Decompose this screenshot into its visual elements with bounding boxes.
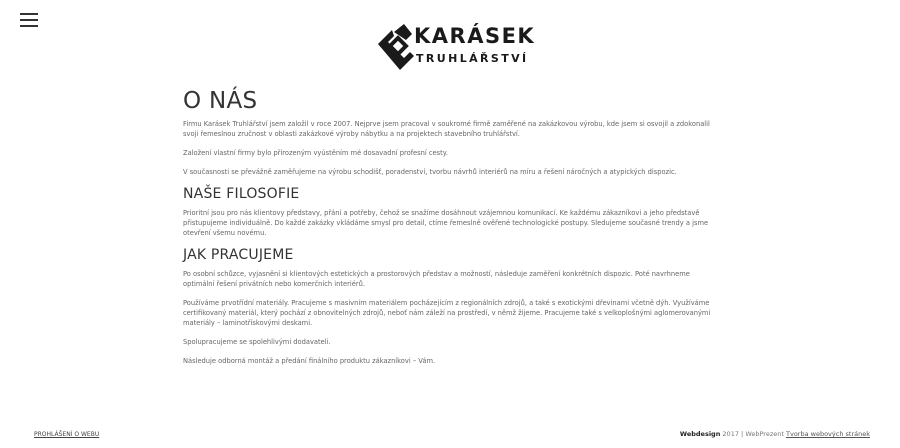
footer-year: 2017 (722, 430, 739, 438)
process-paragraph-3: Spolupracujeme se spolehlivými dodavateli. (183, 338, 331, 346)
logo[interactable] (376, 22, 536, 80)
webdesign-link[interactable]: Tvorba webových stránek (786, 430, 870, 438)
process-paragraph-2: Používáme prvotřídní materiály. Pracujeme s masivním materiálem pocházejícím z regionálních zdrojů, a také s exotickými dřevinami včetně dýh. Využíváme certifikovaný materiál, který pochází z obnovitelných zdrojů, neboť nám záleží na prostředí, v němž žijeme. Pracujeme také s velkoplošnými aglomerovanými materiály – laminotřískovými deskami. (183, 299, 711, 327)
site-disclaimer-link[interactable]: PROHLÁŠENÍ O WEBU (34, 431, 100, 438)
menu-line (20, 19, 38, 21)
about-paragraph-3: V současnosti se převážně zaměřujeme na výrobu schodišť, poradenství, tvorbu návrhů interiérů na míru a řešení náročných a atypických dispozic. (183, 168, 677, 176)
dovetail-joint-icon (376, 22, 416, 74)
main-content (183, 88, 718, 375)
menu-line (20, 25, 38, 27)
footer-credit-name: WebPrezent (745, 430, 784, 438)
hamburger-icon[interactable] (20, 13, 38, 27)
logo-name: KARÁSEK (414, 24, 536, 48)
about-paragraph-1: Firmu Karásek Truhlářství jsem založil v roce 2007. Nejprve jsem pracoval v soukromé firmě zaměřené na zakázkovou výrobu, kde jsem si osvojil a zdokonalil svoji řemeslnou zručnost v oblasti zakázkové výroby nábytku a na projektech stavebního truhlářství. (183, 120, 710, 138)
philosophy-paragraph-1: Prioritní jsou pro nás klientovy představy, přání a potřeby, čehož se snažíme dosáhnout vzájemnou komunikací. Ke každému zákazníkovi a jeho představě přistupujeme individuálně. Do každé zakázky vkládáme smysl pro detail, ctíme řemeslně ověřené technologické postupy. Sledujeme současné trendy a jsme otevření všemu novému. (183, 209, 709, 237)
footer-brand: Webdesign (679, 430, 721, 438)
footer-credit (680, 430, 870, 438)
philosophy-title: NAŠE FILOSOFIE (183, 186, 300, 202)
process-paragraph-1: Po osobní schůzce, vyjasnění si klientových estetických a prostorových představ a možností, následuje zaměření konkrétních dispozic. Poté navrhneme optimální řešení privátních nebo komerčních interiérů. (183, 270, 690, 288)
menu-line (20, 13, 38, 15)
about-title: O NÁS (183, 88, 258, 114)
footer-separator: | (741, 430, 744, 438)
process-title: JAK PRACUJEME (183, 247, 294, 263)
logo-subtitle: TRUHLÁŘSTVÍ (416, 52, 529, 65)
about-paragraph-2: Založení vlastní firmy bylo přirozeným vyústěním mé dosavadní profesní cesty. (183, 149, 448, 157)
process-paragraph-4: Následuje odborná montáž a předání finálního produktu zákazníkovi – Vám. (183, 357, 436, 365)
